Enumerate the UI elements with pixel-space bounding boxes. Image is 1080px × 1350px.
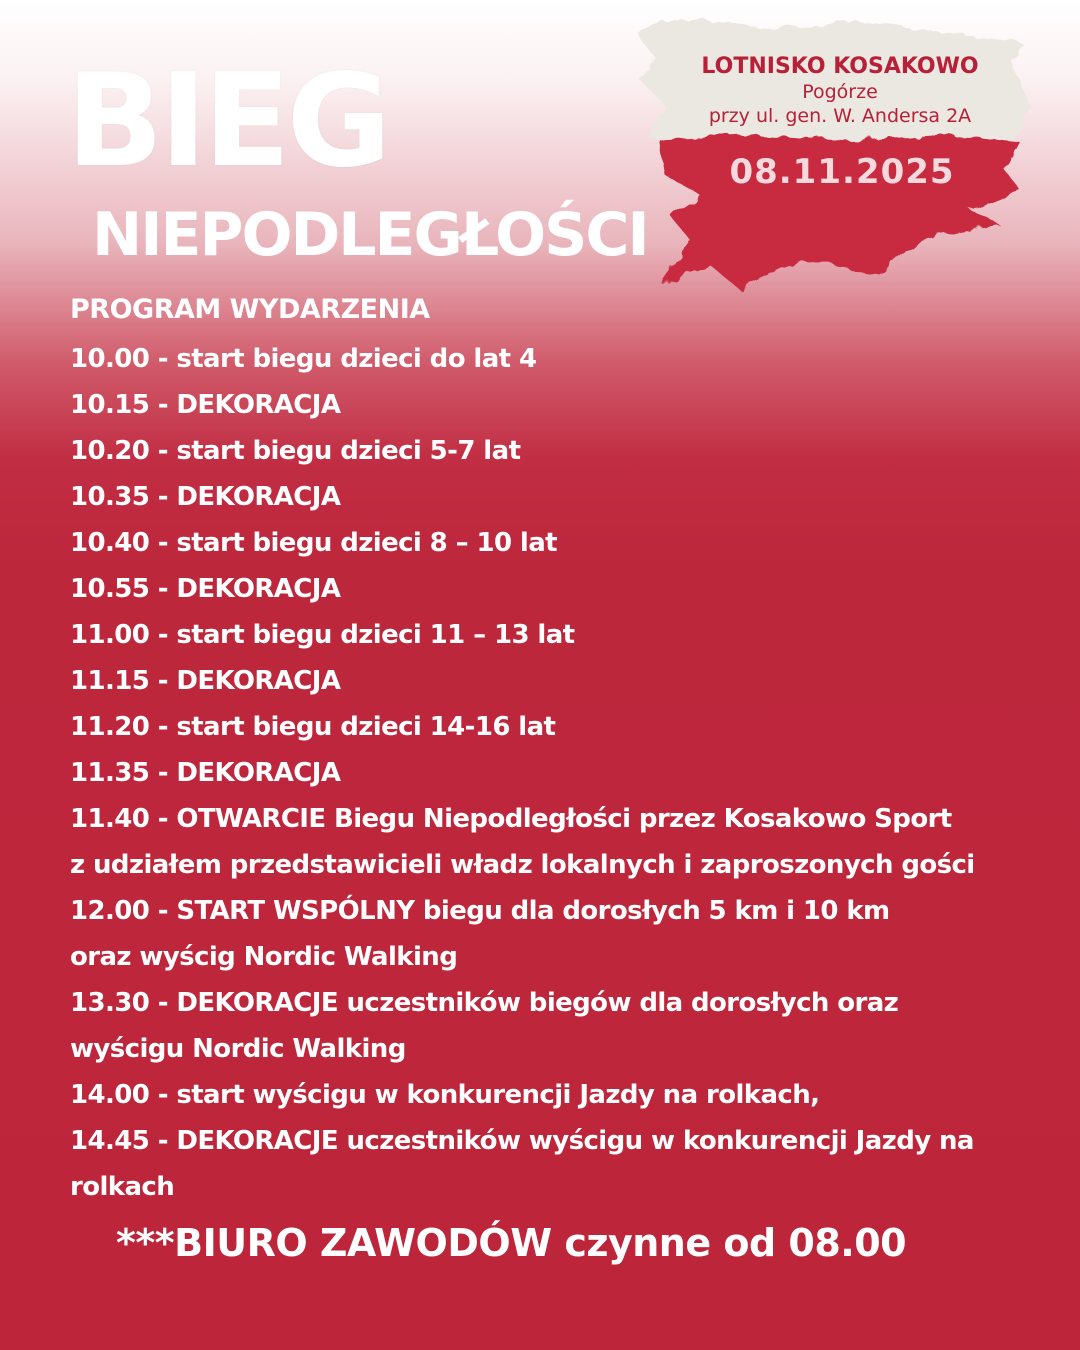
schedule-line: wyścigu Nordic Walking	[70, 1034, 406, 1064]
schedule-line: 11.20 - start biegu dzieci 14-16 lat	[70, 712, 556, 742]
schedule-line: 14.45 - DEKORACJE uczestników wyścigu w konkurencji Jazdy na	[70, 1126, 974, 1156]
schedule-line: 10.15 - DEKORACJA	[70, 390, 341, 420]
venue-place: Pogórze	[802, 81, 878, 103]
schedule-line: 10.20 - start biegu dzieci 5-7 lat	[70, 436, 521, 466]
program-schedule	[70, 336, 1050, 1210]
schedule-line: 11.35 - DEKORACJA	[70, 758, 341, 788]
schedule-line: z udziałem przedstawicieli władz lokalnych i zaproszonych gości	[70, 850, 975, 880]
schedule-line: 10.55 - DEKORACJA	[70, 574, 341, 604]
schedule-line: rolkach	[70, 1172, 175, 1202]
venue-info	[690, 54, 990, 128]
event-title-main: BIEG	[66, 47, 388, 196]
office-hours-note: ***BIURO ZAWODÓW czynne od 08.00	[116, 1221, 907, 1265]
schedule-line: 10.35 - DEKORACJA	[70, 482, 341, 512]
venue-address: przy ul. gen. W. Andersa 2A	[708, 105, 972, 127]
schedule-line: 11.00 - start biegu dzieci 11 – 13 lat	[70, 620, 575, 650]
schedule-line: 13.30 - DEKORACJE uczestników biegów dla dorosłych oraz	[70, 988, 899, 1018]
program-heading: PROGRAM WYDARZENIA	[70, 294, 430, 325]
event-date: 08.11.2025	[729, 152, 955, 192]
schedule-line: 10.40 - start biegu dzieci 8 – 10 lat	[70, 528, 557, 558]
event-title-sub: NIEPODLEGŁOŚCI	[92, 200, 648, 270]
venue-name: LOTNISKO KOSAKOWO	[701, 54, 979, 79]
schedule-line: oraz wyścig Nordic Walking	[70, 942, 458, 972]
schedule-line: 11.15 - DEKORACJA	[70, 666, 341, 696]
schedule-line: 14.00 - start wyścigu w konkurencji Jazdy na rolkach,	[70, 1080, 820, 1110]
schedule-line: 11.40 - OTWARCIE Biegu Niepodległości przez Kosakowo Sport	[70, 804, 952, 834]
schedule-line: 12.00 - START WSPÓLNY biegu dla dorosłych 5 km i 10 km	[70, 896, 890, 926]
schedule-line: 10.00 - start biegu dzieci do lat 4	[70, 344, 537, 374]
